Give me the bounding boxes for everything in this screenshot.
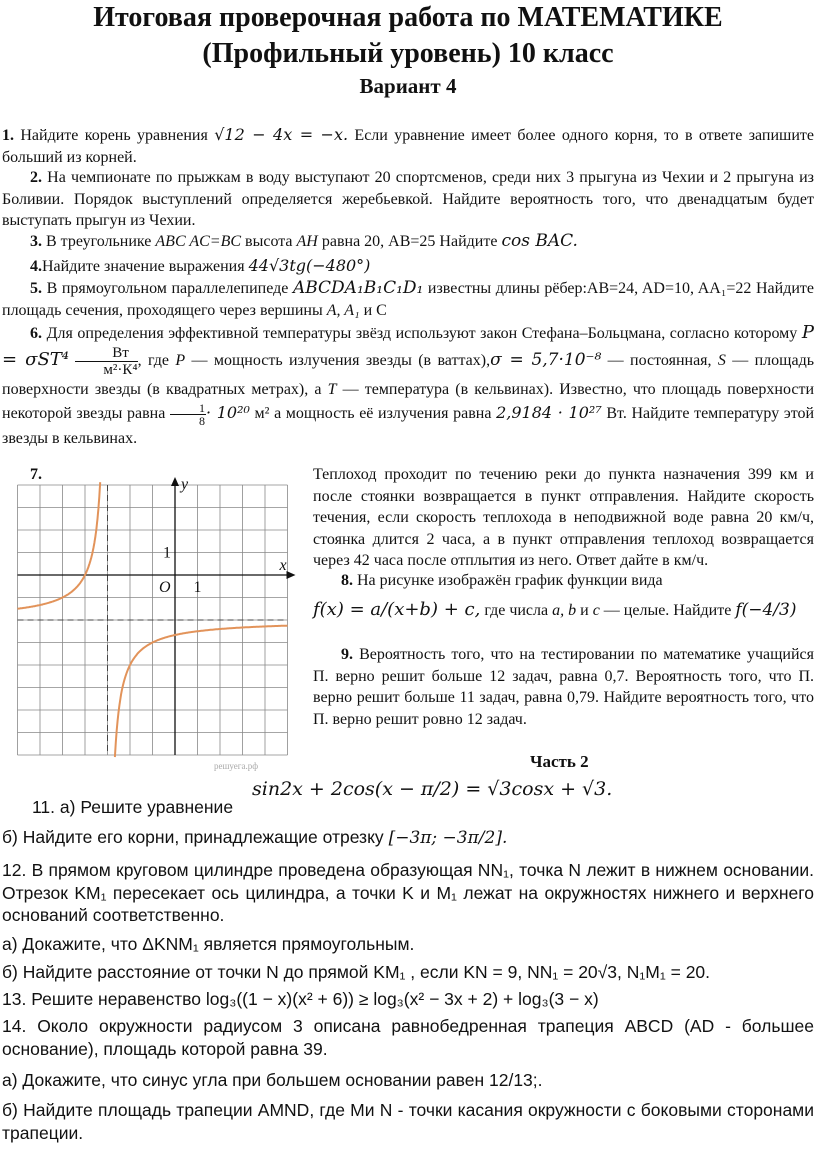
problem-6: 6. Для определения эффективной температуры звёзд используют закон Стефана–Больцмана, согласно которому P = σST⁴ $\frac{Вт}{\text{м²·К⁴}}$ , где P — мощность излучения звезды (в ваттах),σ = 5,7·10⁻⁸ — постоянная, S — площадь поверхности звезды (в квадратных метрах), а T — температура (в кельвинах). Известно, что площадь поверхности некоторой звезды равна $\frac{1}{8}$ · 10²⁰ м² а мощность её излучения равна 2,9184 · 10²⁷ Вт. Найдите температуру этой звезды в кельвинах. [2, 322, 815, 447]
problem-number: 2. [30, 169, 42, 186]
page-title: Итоговая проверочная работа по МАТЕМАТИКЕ [93, 2, 723, 33]
problem-7: Теплоход проходит по течению реки до пункта назначения 399 км и после стоянки возвращается в пункт отправления. Найдите скорость течения, если скорость теплохода в неподвижной воде равна 20 км/ч, стоянка длится 2 часа, а в пункт отправления теплоход возвращается через 42 часа после отплытия из него. Ответ дайте в км/ч. [313, 466, 814, 569]
problem-number: 8. [341, 572, 353, 589]
y-tick-label: 1 [163, 544, 171, 562]
problem-number: 6. [30, 325, 42, 342]
problem-11b: б) Найдите его корни, принадлежащие отрезку [−3π; −3π/2]. [2, 827, 508, 848]
formula: 44√3𝑡𝑔(−480°) [248, 256, 371, 275]
area-fraction: $\frac{1}{8}$ [170, 402, 206, 427]
watermark: решуега.рф [214, 761, 259, 771]
problem-number: 1. [2, 127, 14, 144]
problem-5: 5. В прямоугольном параллелепипеде ABCDA₁B₁C₁D₁ известны длины рёбер:AB=24, AD=10, AA₁=22 Найдите площадь сечения, проходящего через вершины A, A₁ и С [2, 278, 815, 319]
find-expression: f(−4/3) [735, 600, 797, 620]
x-axis-arrow [287, 571, 296, 579]
x-tick-label: 1 [193, 579, 202, 596]
formula: f(x) = a/(x+b) + c, [313, 599, 481, 620]
problem-12b: б) Найдите расстояние от точки N до прямой KM₁ , если KN = 9, NN₁ = 20√3, N₁M₁ = 20. [2, 962, 711, 982]
formula: cos BAC. [501, 231, 578, 251]
curve-right-branch [115, 626, 288, 758]
problem-1: 1. Найдите корень уравнения √12 − 4𝑥 = −𝑥. Если уравнение имеет более одного корня, то в ответе запишите больший из корней. [2, 125, 814, 166]
problem-3: 3. В треугольнике ABC AC=BC высота AH равна 20, AB=25 Найдите cos BAC. [30, 231, 578, 251]
problem-14a: а) Докажите, что синус угла при большем основании равен 12/13;. [2, 1070, 543, 1090]
problem-12: 12. В прямом круговом цилиндре проведена образующая NN₁, точка N лежит в нижнем основании. Отрезок KM₁ пересекает ось цилиндра, а точки K и M₁ лежат на окружностях нижнего и верхнего оснований соответственно. [2, 860, 814, 925]
y-axis-label: y [181, 476, 189, 493]
part2-heading: Часть 2 [530, 752, 589, 771]
problem-8: 8. На рисунке изображён график функции вида [341, 572, 663, 589]
problem-2: 2. На чемпионате по прыжкам в воду выступают 20 спортсменов, среди них 3 прыгуна из Чехии и 2 прыгуна из Боливии. Порядок выступлений определяется жеребьевкой. Найдите вероятность того, что двенадцатым будет выступать прыгун из Чехии. [2, 169, 815, 229]
problem-number: 3. [30, 233, 42, 250]
x-axis-label: x [279, 557, 287, 574]
problem-11-equation: sin2x + 2cos(x − π/2) = √3cosx + √3. [252, 778, 613, 800]
function-graph [10, 476, 300, 775]
variant-label: Вариант 4 [359, 74, 457, 98]
formula: √12 − 4𝑥 = −𝑥. [214, 125, 349, 144]
origin-label: O [159, 579, 171, 596]
problem-number: 9. [341, 646, 353, 663]
problem-number: 5. [30, 280, 42, 297]
problem-14b: б) Найдите площадь трапеции AMND, где Ми N - точки касания окружности с боковыми сторонами трапеции. [2, 1100, 814, 1143]
units-fraction: $\frac{Вт}{\text{м²·К⁴}}$ [75, 345, 137, 378]
formula-law: P = σST⁴ [2, 322, 815, 371]
interval: [−3π; −3π/2]. [388, 828, 508, 848]
problem-8-formula-line: f(x) = a/(x+b) + c, где числа a, b и c — целые. Найдите f(−4/3) [313, 599, 797, 620]
formula-sigma: σ = 5,7·10⁻⁸ [490, 350, 602, 371]
curve-left-branch [18, 482, 101, 609]
problem-13: 13. Решите неравенство log₃((1 − x)(x² + 6)) ≥ log₃(x² − 3x + 2) + log₃(3 − x) [2, 989, 599, 1009]
page-subtitle: (Профильный уровень) 10 класс [202, 38, 614, 69]
problem-12a: а) Докажите, что ΔKNM₁ является прямоугольным. [2, 934, 415, 954]
formula: ABCDA₁B₁C₁D₁ [292, 278, 424, 298]
problem-14: 14. Около окружности радиусом 3 описана равнобедренная трапеция ABCD (AD - большее основание), площадь которой равна 39. [2, 1016, 814, 1059]
problem-number: 4. [30, 258, 42, 275]
problem-4: 4.Найдите значение выражения 44√3𝑡𝑔(−480°) [30, 256, 371, 275]
problem-9: 9. Вероятность того, что на тестировании по математике учащийся П. верно решит больше 12 задач, равна 0,7. Вероятность того, что П. верно решит больше 11 задач, равна 0,79. Найдите вероятность того, что П. верно решит ровно 12 задач. [313, 646, 814, 728]
problem-number: 7. [30, 466, 42, 483]
problem-11a-label: 11. а) Решите уравнение [32, 797, 234, 817]
